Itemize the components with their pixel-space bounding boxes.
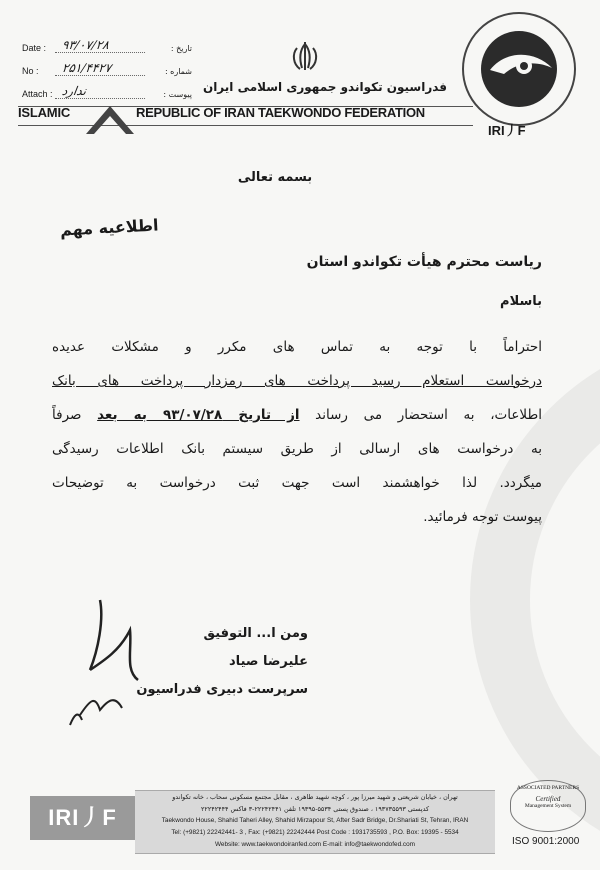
number-label: No :: [22, 66, 39, 76]
body-line: [52, 432, 542, 466]
date-label-fa: تاریخ :: [170, 44, 192, 53]
attach-value: ندارد: [55, 84, 147, 99]
date-label: Date :: [22, 43, 47, 53]
footer-logo: [30, 796, 135, 840]
seal-mid-text: Certified: [535, 795, 561, 803]
signer-name: علیرضا صیاد: [229, 654, 308, 669]
logo-text-iri: IRI: [488, 123, 505, 138]
footer-logo-f: F: [102, 805, 117, 830]
body-line-text: اطلاعات، به استحضار می رساند: [299, 407, 542, 423]
attach-label-fa: پیوست :: [163, 90, 192, 99]
body-line-text: پیوست توجه فرمائید.: [423, 509, 542, 525]
seal-top-text: ASSOCIATED PARTNERS: [516, 785, 580, 791]
federation-name-en-right: REPUBLIC OF IRAN TAEKWONDO FEDERATION: [136, 105, 425, 120]
body-line: [52, 398, 542, 432]
body-line-text: به درخواست های ارسالی از طریق سیستم بانک اطلاعات رسیدگی: [52, 441, 542, 457]
greeting: باسلام: [500, 294, 542, 309]
attach-label: Attach :: [22, 89, 53, 99]
body-line-emphasis: از تاریخ ۹۳/۰۷/۲۸ به بعد: [97, 407, 300, 423]
federation-logo-text: [488, 120, 526, 139]
chevron-logo-icon: [80, 94, 140, 144]
footer-contact: [135, 790, 495, 854]
federation-name-fa: فدراسیون تکواندو جمهوری اسلامی ایران: [202, 80, 448, 94]
footer-logo-iri: IRI: [48, 805, 80, 830]
iso-certification-seal: [510, 780, 586, 832]
federation-seal-icon: [460, 10, 578, 128]
number-label-fa: شماره :: [164, 67, 192, 76]
handwritten-signature-icon: [60, 590, 170, 740]
letter-meta: [22, 30, 192, 99]
footer-phones-fa: کدپستی ۱۹۳۷۳۵۵۹۳ ، صندوق پستی ۵۵۳۴-۱۹۳۹۵ تلفن ۲۲۲۴۲۴۴۱-۳ فاکس ۲۲۲۴۲۴۴۴: [201, 805, 429, 813]
number-value: ۲۵۱/۴۴۲۷: [55, 61, 147, 76]
iran-emblem-icon: [288, 40, 322, 74]
notice-title: اطلاعیه مهم: [59, 215, 159, 240]
logo-text-f: F: [517, 123, 526, 138]
date-row: [22, 30, 192, 53]
signer-title: سرپرست دبیری فدراسیون: [136, 682, 308, 697]
logo-taekwondo-glyph: ⼃: [504, 123, 518, 138]
footer-logo-glyph: ⼃: [79, 805, 103, 830]
footer-address-fa: تهران ، خیابان شریعتی و شهید میرزا پور ، کوچه شهید طاهری ، مقابل مجتمع مسکونی سحاب ، خانه تکواندو: [172, 793, 458, 801]
seal-bottom-text: Management System: [524, 803, 572, 809]
basmala: بسمه تعالی: [237, 170, 313, 185]
number-row: [22, 53, 192, 76]
body-line: [52, 500, 542, 534]
footer-address-en: Taekwondo House, Shahid Taheri Alley, Shahid Mirzapour St, After Sadr Bridge, Dr.Shariati St, Tehran, IRAN: [161, 817, 469, 824]
letter-body: [52, 330, 542, 534]
body-line: [52, 466, 542, 500]
recipient-line: ریاست محترم هیأت تکواندو استان: [306, 254, 542, 270]
body-line: [52, 364, 542, 398]
footer-web: Website: www.taekwondoiranfed.com E-mail: info@taekwondofed.com: [215, 841, 415, 848]
federation-name-en-left: ISLAMIC: [18, 105, 71, 120]
date-value: ۹۳/۰۷/۲۸: [55, 38, 147, 53]
iso-label: ISO 9001:2000: [512, 836, 580, 847]
body-line-text: احتراماً با توجه به تماس های مکرر و مشکلات عدیده: [52, 339, 542, 355]
footer-phones-en: Tel: (+9821) 22242441- 3 , Fax: (+9821) 22242444 Post Code : 1931735593 , P.O. Box: 19395 - 5534: [171, 829, 459, 836]
body-line-text: درخواست استعلام رسید پرداخت های رمزدار پرداخت های بانک: [52, 373, 542, 389]
closing-phrase: ومن ا... التوفیق: [203, 626, 308, 641]
body-line-tail: صرفاً: [52, 407, 98, 423]
body-line: [52, 330, 542, 364]
body-line-text: میگردد. لذا خواهشمند است جهت ثبت درخواست به توضیحات: [52, 475, 542, 491]
